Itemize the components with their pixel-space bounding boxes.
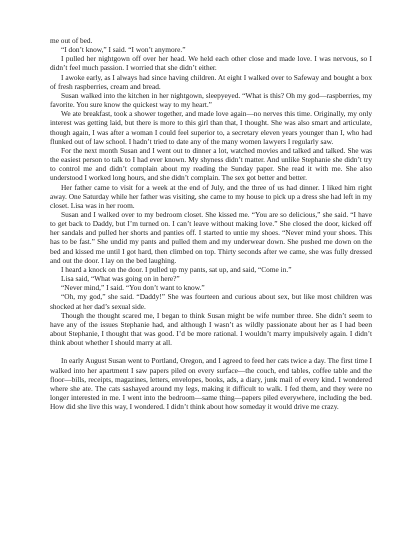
paragraph: “I don’t know,” I said. “I won’t anymore.” bbox=[61, 45, 186, 55]
paragraph: In early August Susan went to Portland, Oregon, and I agreed to feed her cats twice a day. The first time I walked into her apartment I saw papers piled on every surface—the couch, end tables, coffee table and the floor—bills, receipts, magazines, letters, envelopes, books, ads, a diary, junk mail of every kind. I wondered where she ate. The cats sashayed around my legs, making it difficult to walk. I fed them, and they were no longer interested in me. I went into the bedroom—same thing—papers piled everywhere, including the bed. How did she live this way, I wondered. I didn’t think about how someday it would drive me crazy. bbox=[50, 356, 372, 412]
paragraph: For the next month Susan and I went out to dinner a lot, watched movies and talked and talked. She was the easiest person to talk to I had ever known. My shyness didn’t matter. And unlike Stephanie she didn’t try to control me and didn’t complain about my reading the Sunday paper. She read it with me. She also understood I worked long hours, and she didn’t complain. The sex got better and better. bbox=[50, 145, 372, 183]
paragraph: Her father came to visit for a week at the end of July, and the three of us had dinner. I liked him right away. One Saturday while her father was visiting, she came to my house to pick up a dress she had left in my closet. Lisa was in her room. bbox=[50, 182, 372, 210]
paragraph: Lisa said, “What was going on in here?” bbox=[61, 274, 180, 284]
paragraph: I pulled her nightgown off over her head. We held each other close and made love. I was nervous, so I didn’t feel much passion. I worried that she didn’t either. bbox=[50, 54, 372, 73]
paragraph: Susan walked into the kitchen in her nightgown, sleepyeyed. “What is this? Oh my god—raspberries, my favorite. You sure know the quickest way to my heart.” bbox=[50, 90, 372, 110]
paragraph: Though the thought scared me, I began to think Susan might be wife number three. She didn’t seem to have any of the issues Stephanie had, and although I wasn’t as wildly passionate about her as I had been about Stephanie, I thought that was good. I’d be more rational. I wouldn’t marry impulsively again. I didn’t think about whether I should marry at all. bbox=[50, 310, 372, 348]
paragraph: I awoke early, as I always had since having children. At eight I walked over to Safeway and bought a box of fresh raspberries, cream and bread. bbox=[50, 72, 372, 91]
paragraph: “Oh, my god,” she said. “Daddy!” She was fourteen and curious about sex, but like most children was shocked at her dad’s sexual side. bbox=[50, 292, 372, 311]
paragraph: “Never mind,” I said. “You don’t want to know.” bbox=[61, 283, 205, 293]
paragraph: Susan and I walked over to my bedroom closet. She kissed me. “You are so delicious,” she said. “I have to get back to Daddy, but I’m turned on. I can’t leave without making love.” She closed the door, kicked off her sandals and pulled her shorts and panties off. I started to untie my shoes. “Never mind your shoes. This has to be fast.” She undid my pants and pulled them and my underwear down. She pushed me down on the bed and kissed me until I got hard, then climbed on top. Thirty seconds after we came, she was fully dressed and out the door. I lay on the bed laughing. bbox=[50, 209, 372, 265]
paragraph: me out of bed. bbox=[50, 36, 93, 45]
paragraph: We ate breakfast, took a shower together, and made love again—no nerves this time. Originally, my only interest was getting laid, but there is more to this girl than that, I thought. She was also smart and articulate, though again, I was after a woman I could feel superior to, a secretary eleven years younger than I, who had flunked out of law school. I hadn’t tried to date any of the many women lawyers I regularly saw. bbox=[50, 109, 372, 146]
document-page bbox=[50, 36, 372, 411]
paragraph: I heard a knock on the door. I pulled up my pants, sat up, and said, “Come in.” bbox=[61, 264, 292, 274]
